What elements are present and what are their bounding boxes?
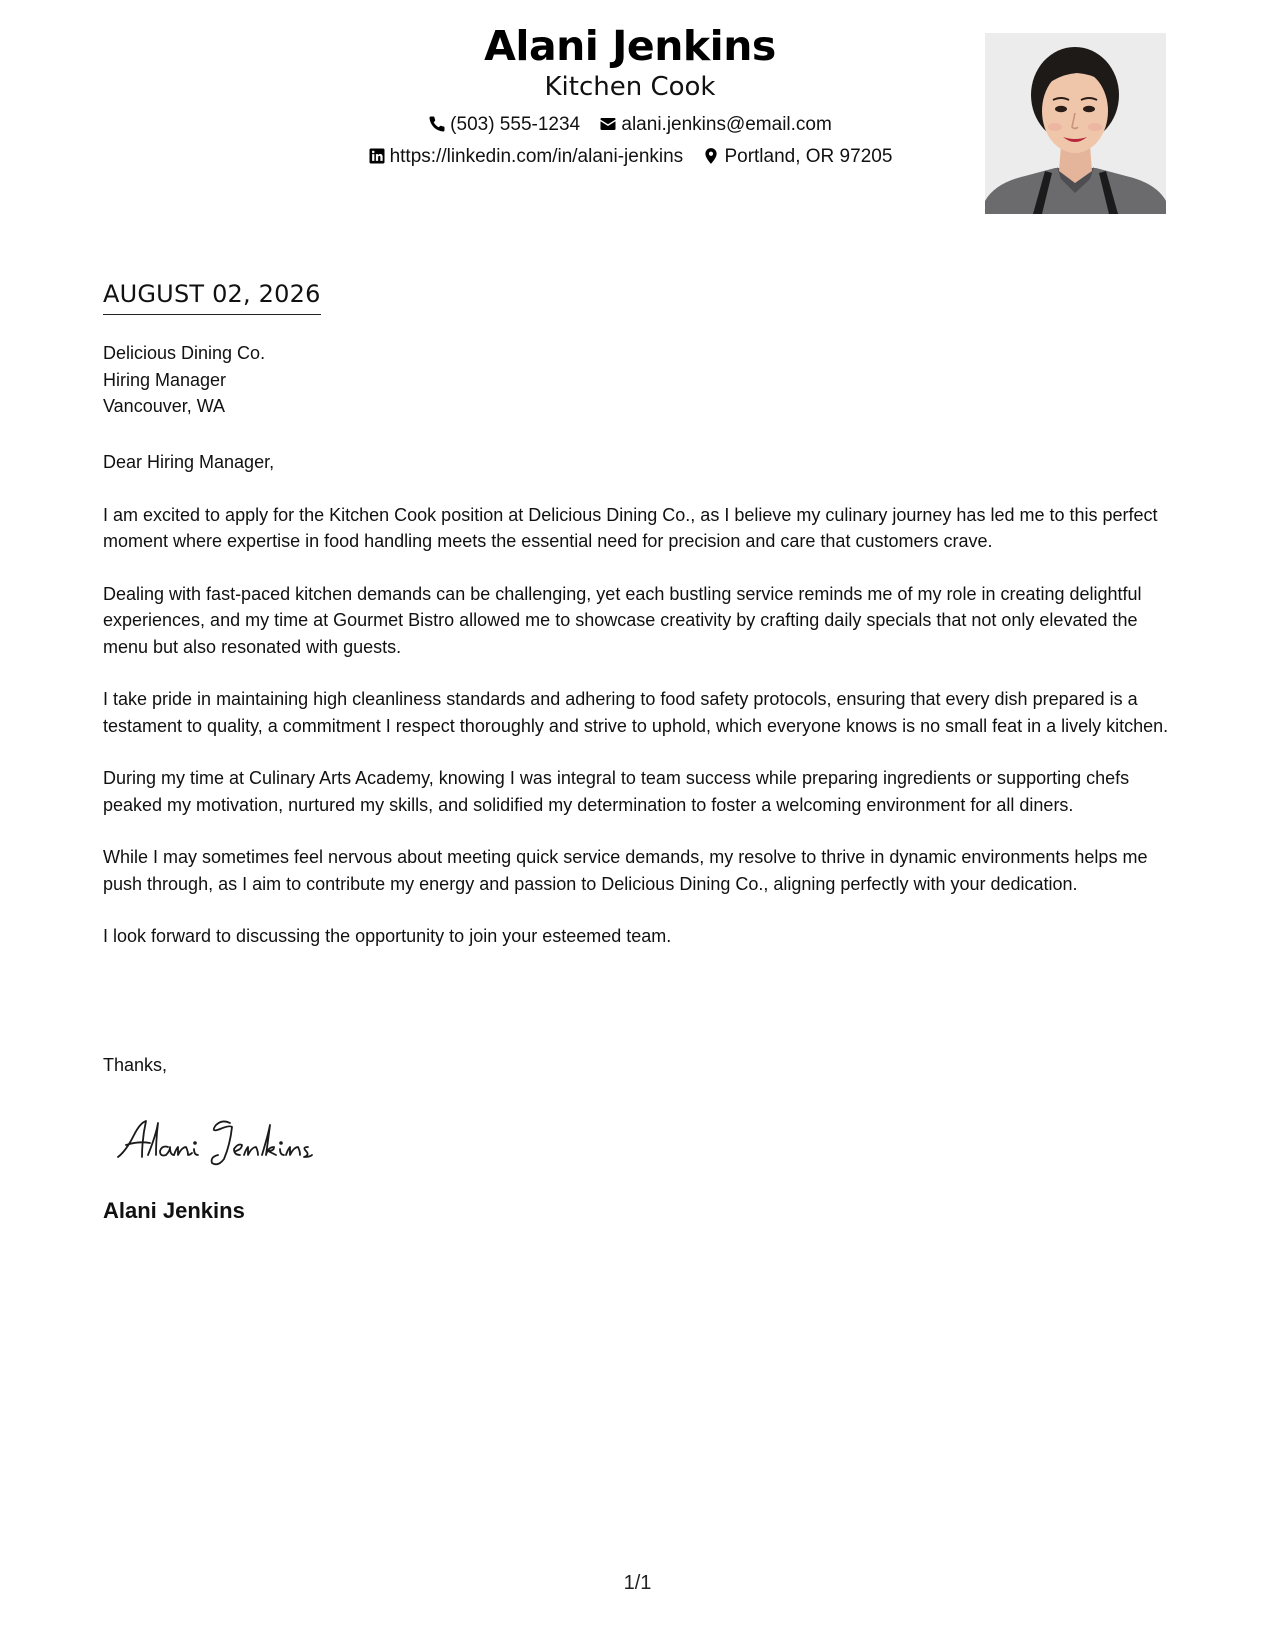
profile-photo [985,33,1166,214]
recipient-contact: Hiring Manager [103,369,227,390]
letter-date: AUGUST 02, 2026 [103,280,321,315]
contact-email[interactable] [599,114,831,136]
body-paragraph: I am excited to apply for the Kitchen Cook position at Delicious Dining Co., as I believe my culinary journey has led me to this perfect moment where expertise in food handling meets the essential need for precision and care that customers crave. [103,504,1158,551]
salutation: Dear Hiring Manager, [103,452,275,472]
linkedin-icon [368,147,386,165]
body-paragraph: Dealing with fast-paced kitchen demands can be challenging, yet each bustling service reminds me of my role in creating delightful experiences, and my time at Gourmet Bistro allowed me to showcase creativity by crafting daily specials that not only elevated the menu but also resonated with guests. [103,583,1142,657]
recipient-block [103,340,265,420]
recipient-company: Delicious Dining Co. [103,343,266,363]
letter-closing: Thanks, [103,1055,168,1075]
signature-image [112,1105,352,1175]
body-paragraph: I look forward to discussing the opportunity to join your esteemed team. [103,926,672,946]
applicant-title: Kitchen Cook [544,72,716,102]
body-paragraph: I take pride in maintaining high cleanliness standards and adhering to food safety protocols, ensuring that every dish prepared is a testament to quality, a commitment I respect thoroughly and strive to uphold, which everyone knows is no small feat in a lively kitchen. [103,689,1169,736]
recipient-location: Vancouver, WA [103,396,226,416]
page-number: 1/1 [623,1572,652,1594]
contact-phone[interactable] [428,114,580,136]
body-paragraph: During my time at Culinary Arts Academy, knowing I was integral to team success while preparing ingredients or supporting chefs peaked my motivation, nurtured my skills, and solidified my determination to foster a welcoming environment for all diners. [103,768,1130,815]
portrait-illustration [985,33,1166,214]
phone-icon [428,115,446,133]
body-paragraph: While I may sometimes feel nervous about meeting quick service demands, my resolve to thrive in dynamic environments helps me push through, as I aim to contribute my energy and passion to Delicious Dining Co., aligning perfectly with your dedication. [103,847,1148,894]
envelope-icon [599,115,617,133]
contact-linkedin[interactable] [368,146,684,168]
email-text: alani.jenkins@email.com [621,114,832,135]
phone-text: (503) 555-1234 [450,114,581,135]
contact-location [702,146,892,168]
letter-body [103,449,1178,976]
map-pin-icon [702,147,720,165]
handwritten-signature [112,1105,352,1175]
applicant-name: Alani Jenkins [484,22,776,70]
signer-name: Alani Jenkins [103,1198,245,1223]
linkedin-text: https://linkedin.com/in/alani-jenkins [389,146,684,167]
location-text: Portland, OR 97205 [724,146,893,167]
